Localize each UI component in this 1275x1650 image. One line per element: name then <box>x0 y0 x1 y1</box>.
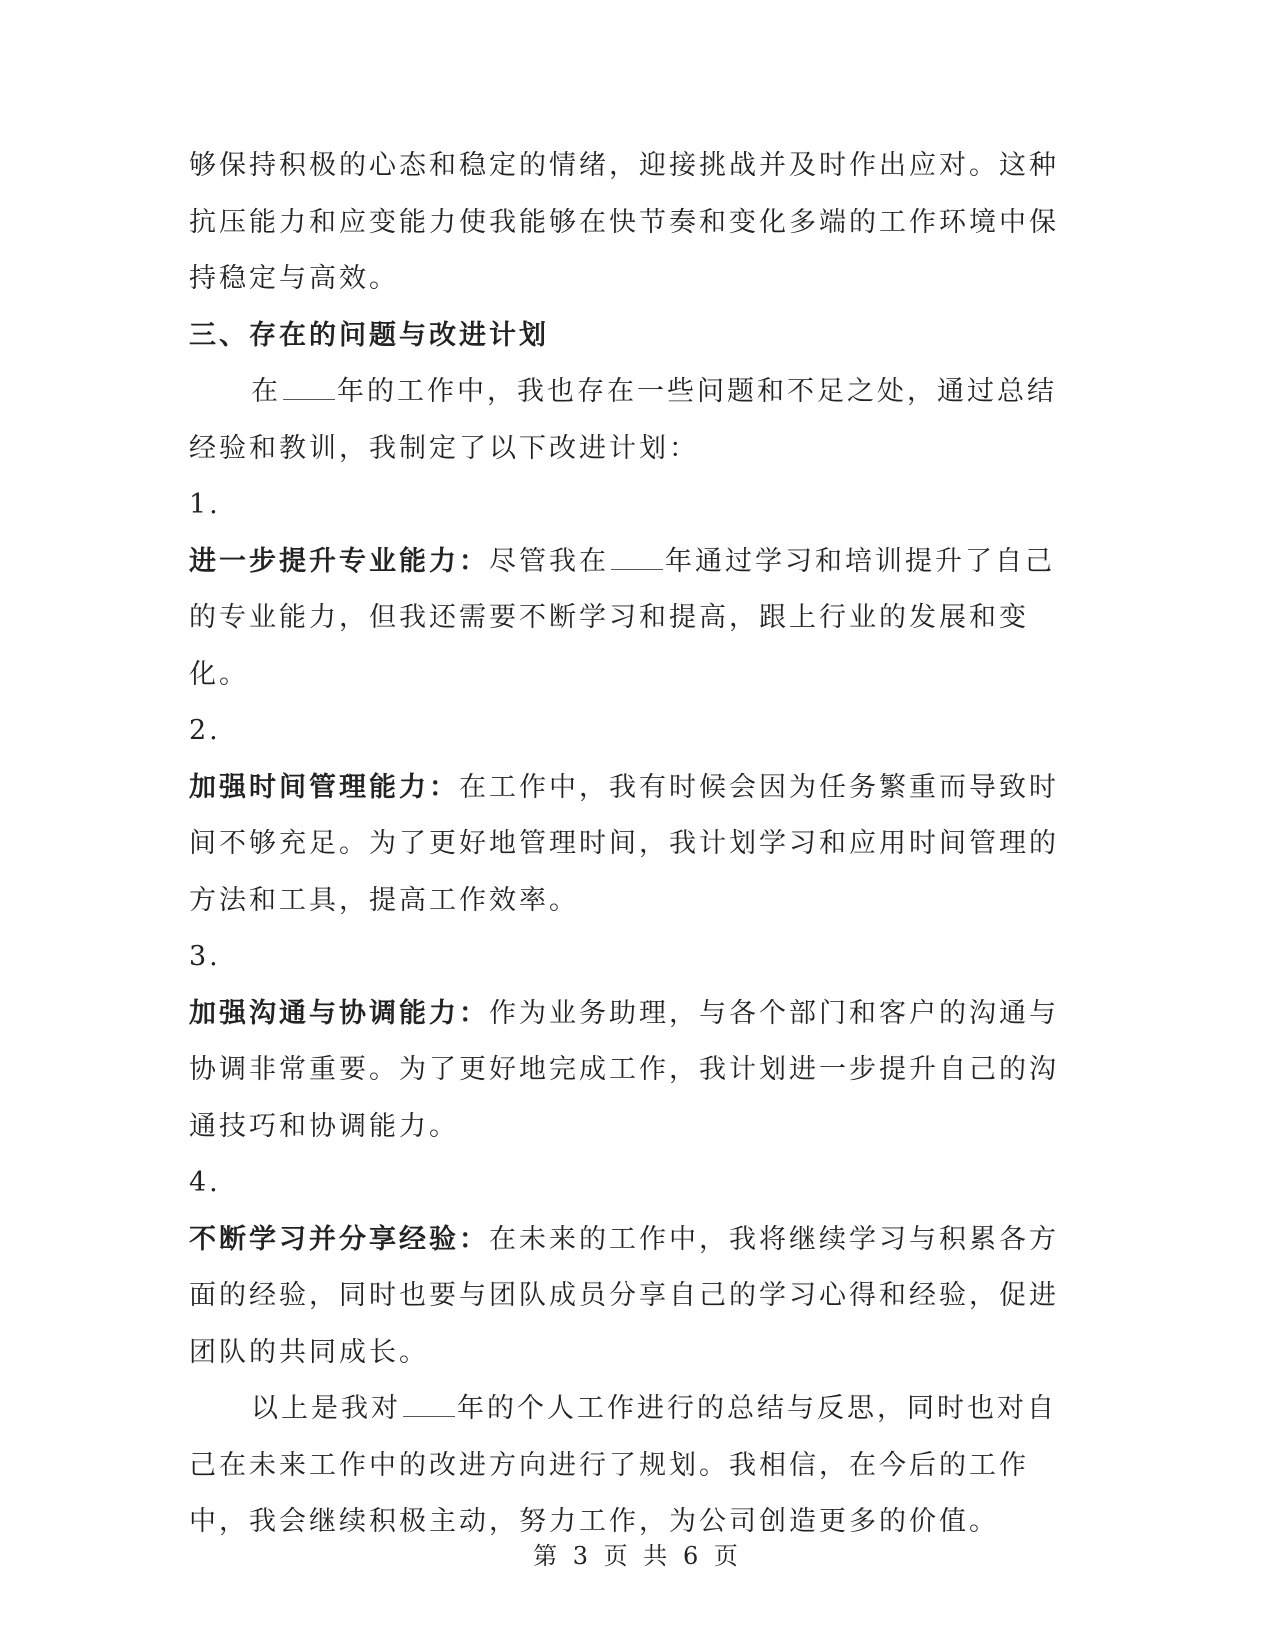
item-text-3: 作为业务助理，与各个部门和客户的沟通与协调非常重要。为了更好地完成工作，我计划进一步提升自己的沟通技巧和协调能力。 <box>189 997 1059 1142</box>
item-paragraph-2 <box>189 760 1069 930</box>
item-text-2: 在工作中，我有时候会因为任务繁重而导致时间不够充足。为了更好地管理时间，我计划学习和应用时间管理的方法和工具，提高工作效率。 <box>189 771 1059 916</box>
item-text-1-end: 年通过学习和培训提升了自己的专业能力，但我还需要不断学习和提高，跟上行业的发展和变化。 <box>189 545 1055 690</box>
intro-text-end: 年的工作中，我也存在一些问题和不足之处，通过总结经验和教训，我制定了以下改进计划： <box>189 376 1057 464</box>
item-title-4: 不断学习并分享经验： <box>189 1223 489 1255</box>
continued-paragraph: 够保持积极的心态和稳定的情绪，迎接挑战并及时作出应对。这种抗压能力和应变能力使我能够在快节奏和变化多端的工作环境中保持稳定与高效。 <box>189 150 1059 294</box>
item-text-4: 在未来的工作中，我将继续学习与积累各方面的经验，同时也要与团队成员分享自己的学习心得和经验，促进团队的共同成长。 <box>189 1223 1059 1368</box>
item-title-3: 加强沟通与协调能力： <box>189 997 489 1029</box>
intro-text-start: 在 <box>251 376 281 407</box>
document-body <box>189 138 1069 1551</box>
item-paragraph-1 <box>189 534 1069 704</box>
year-blank <box>611 547 663 570</box>
item-number-2: 2. <box>189 715 221 746</box>
year-blank <box>283 377 335 400</box>
item-title-1: 进一步提升专业能力： <box>189 545 489 577</box>
conclusion-paragraph <box>189 1381 1069 1551</box>
item-number-3: 3. <box>189 941 221 972</box>
conclusion-text-start: 以上是我对 <box>251 1393 401 1424</box>
intro-paragraph <box>189 364 1069 477</box>
conclusion-text-end: 年的个人工作进行的总结与反思，同时也对自己在未来工作中的改进方向进行了规划。我相信，在今后的工作中，我会继续积极主动，努力工作，为公司创造更多的价值。 <box>189 1393 1057 1537</box>
item-title-2: 加强时间管理能力： <box>189 771 459 803</box>
item-number-4: 4. <box>189 1167 221 1198</box>
section-heading: 三、存在的问题与改进计划 <box>189 319 549 351</box>
item-number-1: 1. <box>189 489 221 520</box>
item-text-1-start: 尽管我在 <box>489 545 609 577</box>
item-paragraph-3 <box>189 986 1069 1156</box>
year-blank <box>403 1394 455 1417</box>
page-footer: 第 3 页 共 6 页 <box>533 1542 742 1570</box>
item-paragraph-4 <box>189 1212 1069 1382</box>
